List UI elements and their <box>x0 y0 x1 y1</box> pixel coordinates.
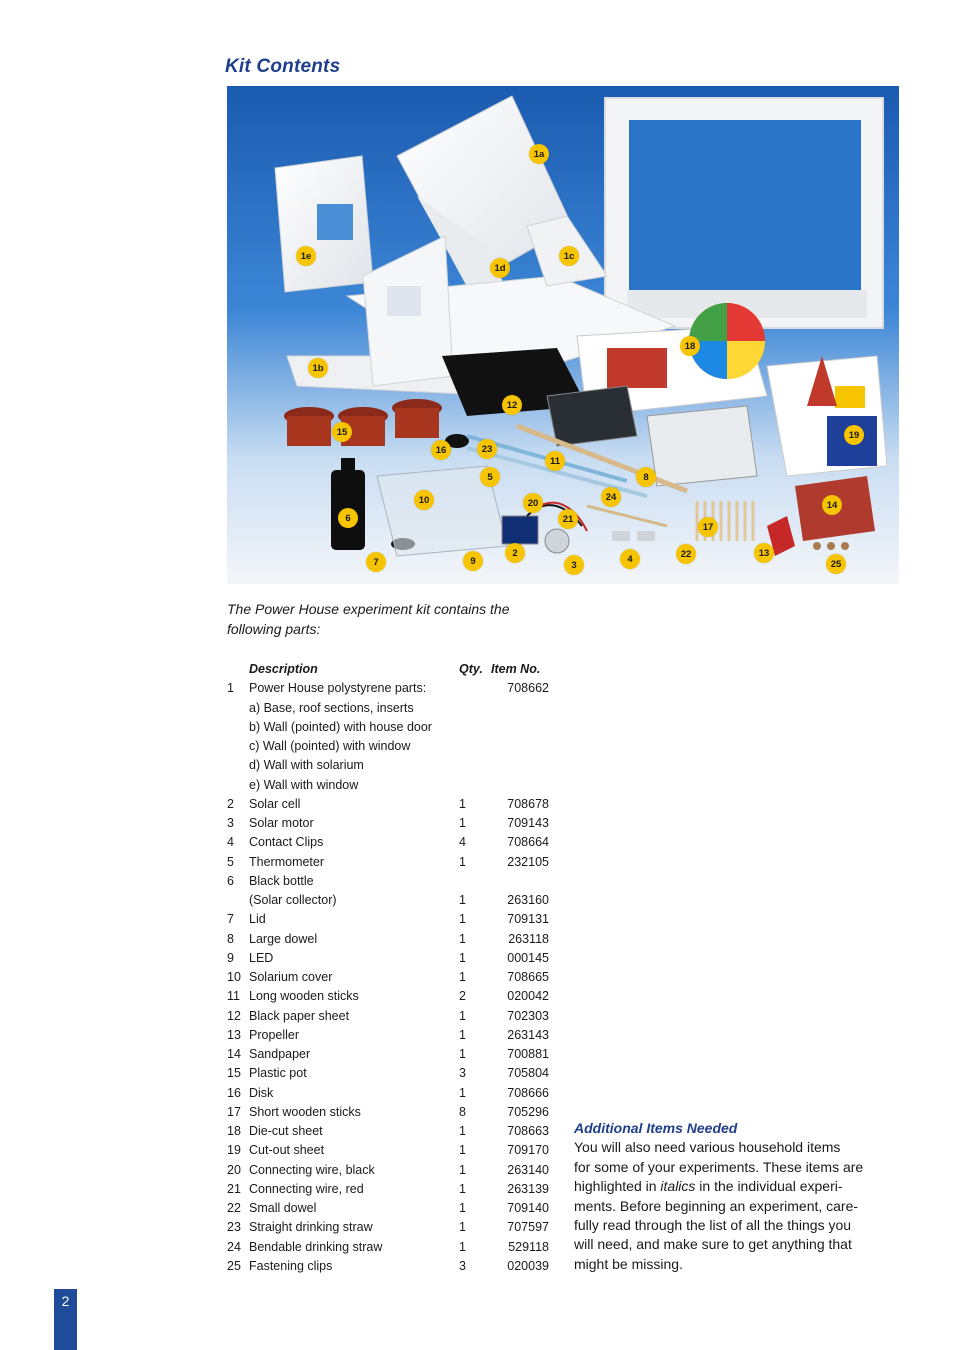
part-qty: 8 <box>459 1104 466 1119</box>
part-qty: 1 <box>459 1162 466 1177</box>
part-item-no: 708664 <box>507 835 549 850</box>
part-description: (Solar collector) <box>249 893 337 907</box>
part-qty: 1 <box>459 1143 466 1158</box>
label-1d: 1d <box>490 258 510 278</box>
part-qty: 2 <box>459 989 466 1004</box>
label-19: 19 <box>844 425 864 445</box>
part-qty: 1 <box>459 796 466 811</box>
part-qty <box>459 776 491 795</box>
header-qty: Qty. <box>459 662 483 676</box>
table-row <box>227 891 549 910</box>
table-row <box>227 1122 549 1141</box>
part-item-no <box>491 872 549 891</box>
part-item-no: 708663 <box>507 1124 549 1138</box>
part-description: Thermometer <box>249 854 325 869</box>
page-title: Kit Contents <box>225 56 341 77</box>
part-number: 9 <box>227 950 234 965</box>
additional-line: You will also need various household items <box>574 1139 841 1156</box>
part-description: a) Base, roof sections, inserts <box>249 700 414 715</box>
table-row <box>227 1141 549 1160</box>
part-item-no: 263160 <box>507 893 549 907</box>
label-3: 3 <box>564 555 584 575</box>
part-number <box>227 737 249 756</box>
page-number: 2 <box>61 1293 70 1309</box>
part-qty <box>459 679 491 698</box>
part-qty: 1 <box>459 931 466 946</box>
label-16: 16 <box>431 440 451 460</box>
additional-items-heading: Additional Items Needed <box>574 1120 738 1136</box>
part-qty: 1 <box>459 816 466 830</box>
part-item-no: 700881 <box>507 1047 549 1061</box>
part-qty: 1 <box>459 912 466 927</box>
additional-line: ments. Before beginning an experiment, care- <box>574 1197 859 1214</box>
part-item-no: 232105 <box>507 854 549 869</box>
part-number: 17 <box>227 1104 241 1119</box>
label-1b: 1b <box>308 358 328 378</box>
table-row <box>227 910 549 929</box>
table-row <box>227 776 549 795</box>
part-description: Bendable drinking straw <box>249 1239 383 1254</box>
part-item-no: 020042 <box>507 989 549 1004</box>
part-description: Fastening clips <box>249 1258 333 1273</box>
part-description: LED <box>249 950 274 965</box>
label-18: 18 <box>680 336 700 356</box>
additional-items-text <box>574 1138 894 1274</box>
table-row <box>227 1007 549 1026</box>
part-item-no <box>491 776 549 795</box>
label-11: 11 <box>545 451 565 471</box>
part-description: e) Wall with window <box>249 777 359 792</box>
part-qty: 3 <box>459 1066 466 1081</box>
label-5: 5 <box>480 467 500 487</box>
part-qty: 1 <box>459 950 466 965</box>
part-number: 19 <box>227 1143 241 1158</box>
part-description: Sandpaper <box>249 1047 311 1061</box>
additional-line: for some of your experiments. These items are <box>574 1158 864 1175</box>
label-4: 4 <box>620 549 640 569</box>
part-description: b) Wall (pointed) with house door <box>249 719 432 734</box>
table-row <box>227 679 549 698</box>
part-qty <box>459 872 491 891</box>
part-number: 11 <box>227 989 240 1004</box>
part-item-no: 708666 <box>507 1085 549 1100</box>
part-number: 6 <box>227 873 234 888</box>
part-qty: 1 <box>459 1201 466 1215</box>
table-row <box>227 1218 549 1237</box>
part-item-no: 709131 <box>507 912 549 927</box>
page-number-bar <box>54 1289 77 1350</box>
part-item-no <box>491 737 549 756</box>
part-item-no: 529118 <box>508 1239 549 1254</box>
part-number <box>227 756 249 775</box>
part-description: d) Wall with solarium <box>249 758 364 773</box>
part-description: Cut-out sheet <box>249 1143 325 1158</box>
part-item-no: 709140 <box>507 1201 549 1215</box>
part-description: c) Wall (pointed) with window <box>249 739 411 753</box>
table-row <box>227 1161 549 1180</box>
label-23: 23 <box>477 439 497 459</box>
additional-line: fully read through the list of all the things you <box>574 1217 852 1234</box>
part-qty <box>459 756 491 775</box>
part-number: 10 <box>227 970 241 984</box>
part-qty: 4 <box>459 835 466 850</box>
part-item-no: 702303 <box>507 1008 549 1023</box>
part-description: Die-cut sheet <box>249 1124 323 1138</box>
part-number: 25 <box>227 1258 241 1273</box>
label-2: 2 <box>505 543 525 563</box>
part-number: 14 <box>227 1047 241 1061</box>
part-number: 2 <box>227 796 234 811</box>
part-item-no: 263143 <box>507 1027 549 1042</box>
part-item-no <box>491 718 549 737</box>
table-row <box>227 968 549 987</box>
table-row <box>227 756 549 775</box>
additional-items-section <box>574 1119 894 1274</box>
label-24: 24 <box>601 487 621 507</box>
part-number <box>227 776 249 795</box>
table-row <box>227 814 549 833</box>
label-14: 14 <box>822 495 842 515</box>
part-description: Lid <box>249 912 266 927</box>
table-row <box>227 795 549 814</box>
part-item-no: 708665 <box>507 970 549 984</box>
part-number <box>227 718 249 737</box>
part-description: Straight drinking straw <box>249 1220 373 1235</box>
table-row <box>227 718 549 737</box>
table-row <box>227 1064 549 1083</box>
table-row <box>227 737 549 756</box>
label-1e: 1e <box>296 246 316 266</box>
table-row <box>227 1084 549 1103</box>
part-qty <box>459 737 491 756</box>
parts-table-body <box>227 679 549 1276</box>
part-number: 13 <box>227 1027 241 1042</box>
table-row <box>227 1026 549 1045</box>
table-row <box>227 949 549 968</box>
table-row <box>227 987 549 1006</box>
part-qty: 1 <box>459 1220 466 1235</box>
parts-table-header <box>227 660 549 679</box>
part-number: 4 <box>227 835 234 850</box>
part-item-no: 709170 <box>507 1143 549 1158</box>
part-description: Black bottle <box>249 873 314 888</box>
table-row <box>227 1199 549 1218</box>
part-qty: 1 <box>459 1047 466 1061</box>
part-description: Solar motor <box>249 816 314 830</box>
table-row <box>227 833 549 852</box>
part-qty: 1 <box>459 893 466 907</box>
label-8: 8 <box>636 467 656 487</box>
part-qty: 3 <box>459 1258 466 1273</box>
part-description: Long wooden sticks <box>249 989 359 1004</box>
part-item-no <box>491 756 549 775</box>
part-item-no: 263118 <box>508 931 549 946</box>
table-row <box>227 853 549 872</box>
label-21: 21 <box>558 509 578 529</box>
part-number <box>227 891 249 910</box>
part-number: 20 <box>227 1162 241 1177</box>
table-row <box>227 1180 549 1199</box>
part-qty: 1 <box>459 1239 466 1254</box>
table-row <box>227 872 549 891</box>
part-item-no: 709143 <box>507 816 549 830</box>
additional-line: highlighted in <box>574 1178 661 1195</box>
part-qty: 1 <box>459 1181 466 1196</box>
part-description: Plastic pot <box>249 1066 307 1081</box>
part-qty: 1 <box>459 970 466 984</box>
table-row <box>227 1238 549 1257</box>
parts-table <box>227 660 549 1276</box>
part-item-no: 263139 <box>507 1181 549 1196</box>
part-number: 7 <box>227 912 234 927</box>
part-description: Connecting wire, black <box>249 1162 375 1177</box>
table-row <box>227 1045 549 1064</box>
part-description: Solarium cover <box>249 970 333 984</box>
part-qty: 1 <box>459 1124 466 1138</box>
intro-text: The Power House experiment kit contains the following parts: <box>227 601 510 637</box>
part-description: Solar cell <box>249 796 301 811</box>
part-description: Power House polystyrene parts: <box>249 681 427 696</box>
part-item-no <box>491 699 549 718</box>
label-25: 25 <box>826 554 846 574</box>
part-number: 5 <box>227 854 234 869</box>
additional-line: might be missing. <box>574 1255 683 1272</box>
label-13: 13 <box>754 543 774 563</box>
table-row <box>227 699 549 718</box>
label-17: 17 <box>698 517 718 537</box>
part-qty <box>459 718 491 737</box>
part-description: Black paper sheet <box>249 1008 350 1023</box>
label-9: 9 <box>463 551 483 571</box>
label-6: 6 <box>338 508 358 528</box>
part-item-no: 263140 <box>507 1162 549 1177</box>
part-number: 8 <box>227 931 234 946</box>
part-number: 23 <box>227 1220 241 1235</box>
label-1c: 1c <box>559 246 579 266</box>
part-qty: 1 <box>459 1008 466 1023</box>
additional-line: will need, and make sure to get anything that <box>574 1236 852 1253</box>
part-item-no: 000145 <box>507 950 549 965</box>
part-qty: 1 <box>459 854 466 869</box>
label-15: 15 <box>332 422 352 442</box>
table-row <box>227 1257 549 1276</box>
additional-italic-word: italics <box>660 1178 696 1195</box>
part-number: 22 <box>227 1201 241 1215</box>
part-item-no: 705804 <box>507 1066 549 1081</box>
label-10: 10 <box>414 490 434 510</box>
table-row <box>227 930 549 949</box>
part-description: Contact Clips <box>249 835 324 850</box>
part-qty <box>459 699 491 718</box>
part-number: 3 <box>227 816 234 830</box>
part-item-no: 708662 <box>507 681 549 696</box>
part-description: Connecting wire, red <box>249 1181 364 1196</box>
kit-contents-photo <box>227 86 899 584</box>
label-12: 12 <box>502 395 522 415</box>
part-qty: 1 <box>459 1085 466 1100</box>
part-number: 24 <box>227 1239 241 1254</box>
part-number: 21 <box>227 1181 241 1196</box>
part-number: 1 <box>227 681 234 696</box>
part-number: 12 <box>227 1008 241 1023</box>
part-number: 18 <box>227 1124 241 1138</box>
part-item-no: 708678 <box>507 796 549 811</box>
part-description: Large dowel <box>249 931 318 946</box>
part-description: Propeller <box>249 1027 300 1042</box>
label-20: 20 <box>523 493 543 513</box>
part-description: Short wooden sticks <box>249 1104 361 1119</box>
additional-line: in the individual experi- <box>695 1178 843 1195</box>
part-item-no: 020039 <box>507 1258 549 1273</box>
header-item-no: Item No. <box>491 662 541 676</box>
part-number: 16 <box>227 1085 241 1100</box>
part-number: 15 <box>227 1066 241 1081</box>
table-row <box>227 1103 549 1122</box>
header-description: Description <box>249 662 318 676</box>
header-num <box>227 660 249 679</box>
part-number <box>227 699 249 718</box>
label-22: 22 <box>676 544 696 564</box>
part-item-no: 707597 <box>507 1220 549 1235</box>
part-description: Disk <box>249 1085 274 1100</box>
part-description: Small dowel <box>249 1201 317 1215</box>
label-7: 7 <box>366 552 386 572</box>
part-qty: 1 <box>459 1027 466 1042</box>
part-item-no: 705296 <box>507 1104 549 1119</box>
label-1a: 1a <box>529 144 549 164</box>
